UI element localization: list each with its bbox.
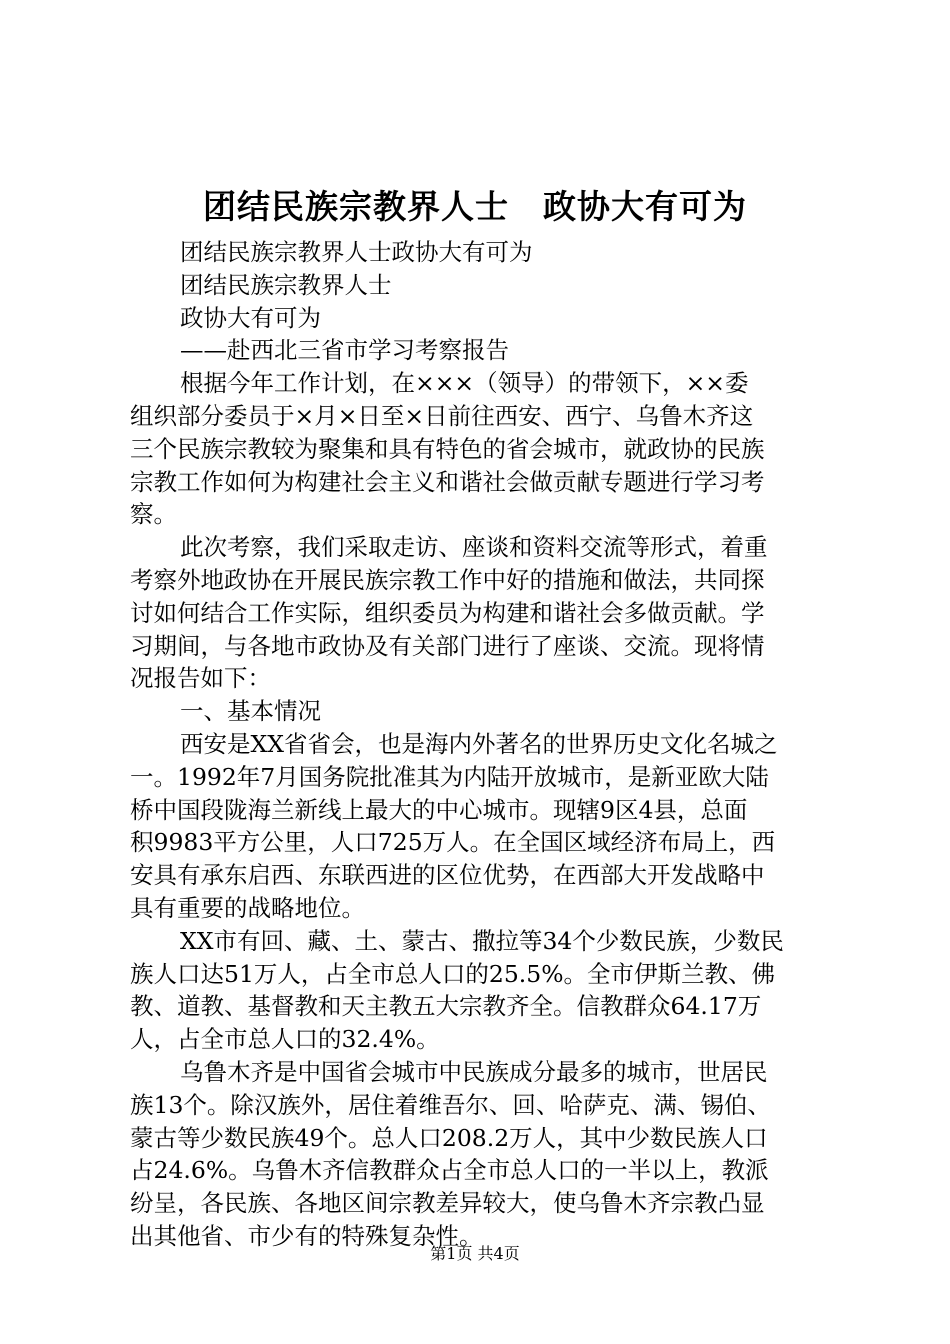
body-line: 讨如何结合工作实际，组织委员为构建和谐社会多做贡献。学 (130, 598, 765, 627)
body-line: 桥中国段陇海兰新线上最大的中心城市。现辖9区4县，总面 (130, 795, 748, 824)
body-line: 教、道教、基督教和天主教五大宗教齐全。信教群众64.17万 (130, 992, 762, 1021)
body-line: 一。1992年7月国务院批准其为内陆开放城市，是新亚欧大陆 (130, 762, 769, 791)
body-line: 政协大有可为 (180, 303, 321, 332)
body-line: 此次考察，我们采取走访、座谈和资料交流等形式，着重 (180, 533, 768, 562)
body-line: 蒙古等少数民族49个。总人口208.2万人，其中少数民族人口 (130, 1123, 768, 1152)
document-title: 团结民族宗教界人士 政协大有可为 (203, 187, 747, 226)
body-line: 安具有承东启西、东联西进的区位优势，在西部大开发战略中 (130, 861, 765, 890)
body-line: 根据今年工作计划，在×××（领导）的带领下，××委 (180, 369, 749, 398)
body-line: 团结民族宗教界人士 (180, 270, 392, 299)
body-line: 察。 (130, 500, 177, 529)
body-line: 人，占全市总人口的32.4%。 (130, 1025, 440, 1054)
body-line: 三个民族宗教较为聚集和具有特色的省会城市，就政协的民族 (130, 434, 765, 463)
body-line: XX市有回、藏、土、蒙古、撒拉等34个少数民族，少数民 (180, 926, 784, 955)
body-line: 乌鲁木齐是中国省会城市中民族成分最多的城市，世居民 (180, 1057, 768, 1086)
body-line: 占24.6%。乌鲁木齐信教群众占全市总人口的一半以上，教派 (130, 1156, 769, 1185)
body-line: 族人口达51万人，占全市总人口的25.5%。全市伊斯兰教、佛 (130, 959, 776, 988)
page-footer: 第1页 共4页 (430, 1244, 520, 1263)
body-line: 宗教工作如何为构建社会主义和谐社会做贡献专题进行学习考 (130, 467, 765, 496)
document-body (130, 236, 830, 1253)
body-line: 组织部分委员于×月×日至×日前往西安、西宁、乌鲁木齐这 (130, 401, 754, 430)
body-line: 积9983平方公里，人口725万人。在全国区域经济布局上，西 (130, 828, 776, 857)
body-line: 出其他省、市少有的特殊复杂性。 (130, 1221, 483, 1250)
body-line: 纷呈，各民族、各地区间宗教差异较大，使乌鲁木齐宗教凸显 (130, 1189, 765, 1218)
body-line: 西安是XX省省会，也是海内外著名的世界历史文化名城之 (180, 729, 778, 758)
body-line: 考察外地政协在开展民族宗教工作中好的措施和做法，共同探 (130, 565, 765, 594)
body-line: 团结民族宗教界人士政协大有可为 (180, 238, 533, 266)
body-line: ——赴西北三省市学习考察报告 (180, 336, 509, 365)
body-line: 习期间，与各地市政协及有关部门进行了座谈、交流。现将情 (130, 631, 765, 660)
body-line: 具有重要的战略地位。 (130, 893, 365, 922)
body-line: 一、基本情况 (180, 697, 321, 726)
body-line: 族13个。除汉族外，居住着维吾尔、回、哈萨克、满、锡伯、 (130, 1090, 771, 1119)
body-line: 况报告如下： (130, 664, 271, 693)
